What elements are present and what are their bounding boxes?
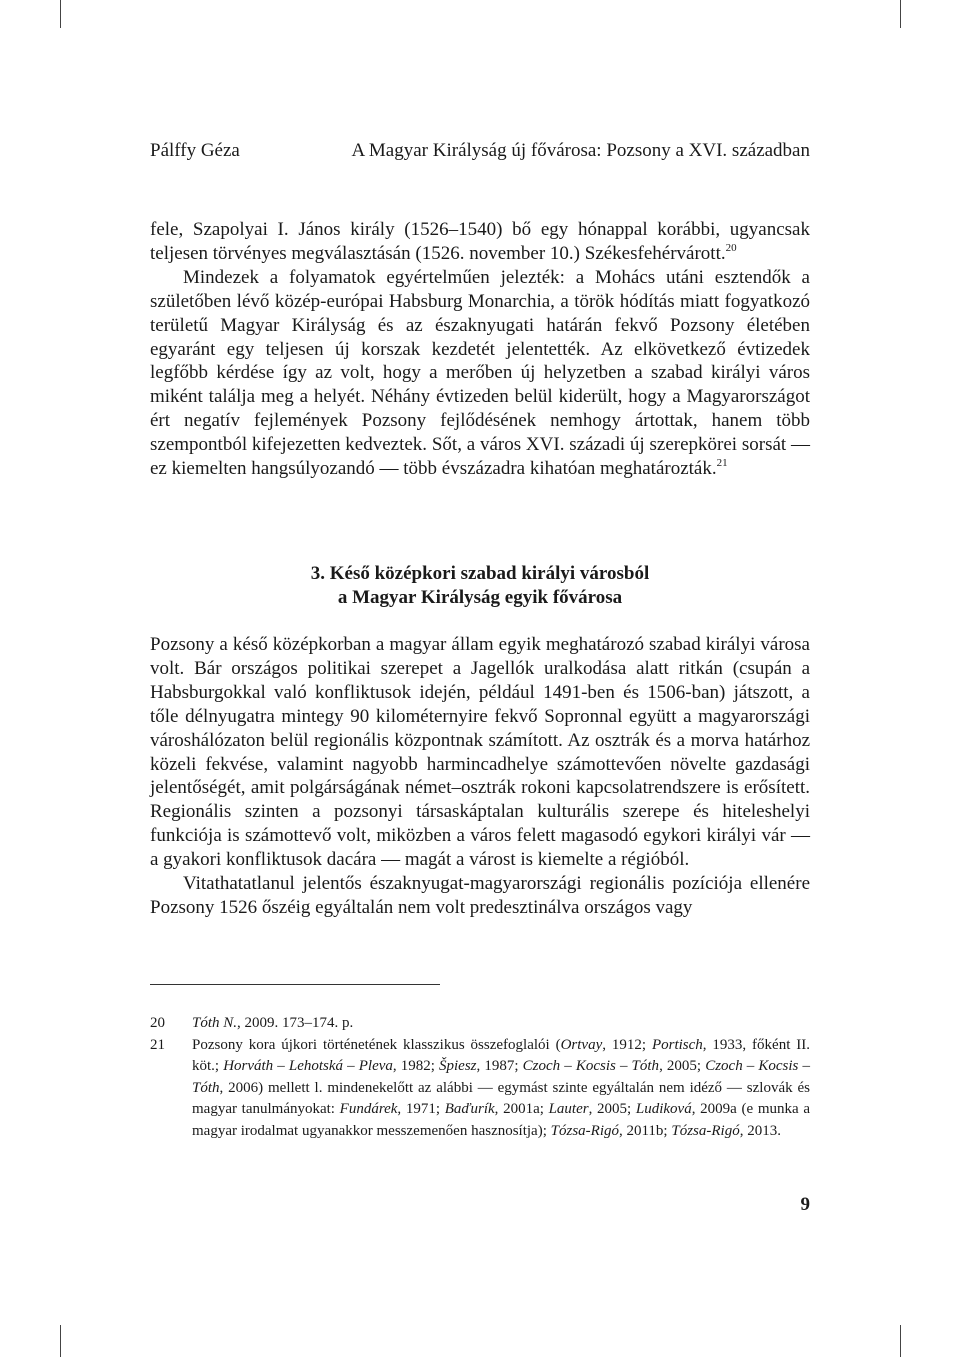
footnote-number: 20 xyxy=(150,1015,165,1031)
footnote-citation: Horváth – Lehotská – Pleva xyxy=(223,1058,393,1075)
crop-mark-top-right xyxy=(900,0,901,28)
footnote-text: , 1982; xyxy=(392,1058,440,1075)
section-heading-line-2: a Magyar Királyság egyik fővárosa xyxy=(337,587,623,608)
crop-mark-bottom-right xyxy=(900,1325,901,1357)
footnote-text: , 1987; xyxy=(476,1058,523,1075)
footnote-text: , 2009. 173–174. p. xyxy=(237,1015,354,1031)
footnote-text: , 2005; xyxy=(588,1101,636,1118)
footnote-text: , 2013. xyxy=(739,1122,781,1139)
footnote-citation: Czoch – Kocsis – Tóth xyxy=(522,1058,660,1075)
intro-text xyxy=(150,218,810,481)
intro-text-2: Mindezek a folyamatok egyértelműen jelezték: a Mohács utáni esztendők a születőben lévő közép-európai Habsburg Monarchia, a török hódítás miatt fogyatkozó területű Magyar Királyság és az északnyugati határán fekvő Pozsony életében egyaránt egy teljesen új korszak kezdetét jelentették. Az elkövetkező évtizedek legfőbb kérdése így az volt, hogy a merőben új helyzetben a szabad királyi város miként találja meg a helyét. Néhány évtizeden belül kiderült, hogy a Magyarországot ért negatív fejlemények Pozsony fejlődésének nemhogy ártottak, hanem több szempontból kifejezetten kedveztek. Sőt, a város XVI. századi új szerepkörei sorsát — ez kiemelten hangsúlyozandó — több évszázadra kihatóan meghatározták. xyxy=(150,266,810,480)
footnote-text: , 2006) mellett l. mindenekelőtt az alábbi — egymást szinte egyáltalán nem idéző — szlovák és magyar tanulmányokat: xyxy=(192,1079,810,1118)
footnote-citation: Fundárek xyxy=(339,1101,398,1118)
footnote-citation: Ludiková xyxy=(635,1101,692,1118)
section-body xyxy=(150,633,810,920)
footnote-21 xyxy=(150,1035,810,1143)
footnote-text: , 1912; xyxy=(602,1036,652,1053)
intro-text-1: fele, Szapolyai I. János király (1526–1540) bő egy hónappal korábbi, ugyancsak teljesen törvényes megválasztásán (1526. november 10.) Székesfehérvárott. xyxy=(150,219,810,264)
footnote-citation: Czoch – Kocsis – Tóth xyxy=(192,1058,810,1096)
footnote-citation: Tózsa-Rigó xyxy=(671,1122,740,1139)
footnote-20 xyxy=(150,1013,810,1035)
page-number: 9 xyxy=(800,1194,810,1215)
footnote-text: , 2005; xyxy=(659,1058,706,1075)
footnote-separator xyxy=(150,984,440,985)
footnote-ref-21[interactable]: 21 xyxy=(716,457,728,470)
footnote-text: , 1933, főként II. köt.; xyxy=(192,1036,811,1075)
section-heading-line-1: 3. Késő középkori szabad királyi városból xyxy=(310,563,650,584)
running-head-title: A Magyar Királyság új fővárosa: Pozsony a XVI. században xyxy=(351,140,810,161)
running-head-author: Pálffy Géza xyxy=(150,140,240,161)
crop-mark-bottom-left xyxy=(60,1325,61,1357)
footnote-citation: Ortvay xyxy=(560,1036,603,1053)
footnote-citation: Baďurík xyxy=(444,1101,495,1118)
body-paragraph-2: Vitathatatlanul jelentős északnyugat-magyarországi regionális pozíciója ellenére Pozsony 1526 őszéig egyáltalán nem volt predesztinálva országos vagy xyxy=(150,873,810,918)
footnote-text: , 2009a (e munka a magyar irodalmat ugyanakkor messzemenően hasznosítja); xyxy=(192,1101,810,1139)
body-paragraph-1: Pozsony a késő középkorban a magyar állam egyik meghatározó szabad királyi városa volt. Bár országos politikai szerepet a Jagellók uralkodása alatt ritkán (csupán a Habsburgokkal való konfliktusok idején, például 1491-ben és 1506-ban) játszott, a tőle délnyugatra mintegy 90 kilométernyire fekvő Sopronnal együtt a magyarországi városhálózaton belül regionális központnak számított. Az osztrák és a morva határhoz közeli fekvése, valamint nagyobb harmincadhelye számottevően növelte gazdasági jelentőségét, amit polgárságának német–osztrák rokoni kapcsolatrendszere is erősített. Regionális szinten a pozsonyi társaskáptalan kulturális szerepe és hiteleshelyi funkciója is számottevő volt, miközben a város felett magasodó egykori királyi vár — a gyakori konfliktusok dacára — magát a várost is kiemelte a régióból. xyxy=(150,634,810,871)
footnote-citation: Tózsa-Rigó xyxy=(550,1122,619,1139)
crop-mark-top-left xyxy=(60,0,61,28)
intro-paragraph-2 xyxy=(150,266,810,481)
footnotes xyxy=(150,1013,810,1143)
footnote-text: Pozsony kora újkori történetének klasszikus összefoglalói ( xyxy=(192,1036,561,1053)
footnote-citation: Lauter xyxy=(548,1101,589,1118)
footnote-citation: Portisch xyxy=(651,1036,703,1053)
footnote-citation: Tóth N. xyxy=(192,1015,238,1031)
footnote-text: , 1971; xyxy=(397,1101,445,1118)
footnote-number: 21 xyxy=(150,1036,165,1053)
footnote-text: , 2001a; xyxy=(494,1101,549,1118)
footnote-ref-20[interactable]: 20 xyxy=(725,241,737,254)
footnote-text: , 2011b; xyxy=(618,1122,672,1139)
section-heading xyxy=(150,562,810,610)
footnote-citation: Špiesz xyxy=(439,1058,477,1075)
intro-paragraph-1 xyxy=(150,218,810,266)
